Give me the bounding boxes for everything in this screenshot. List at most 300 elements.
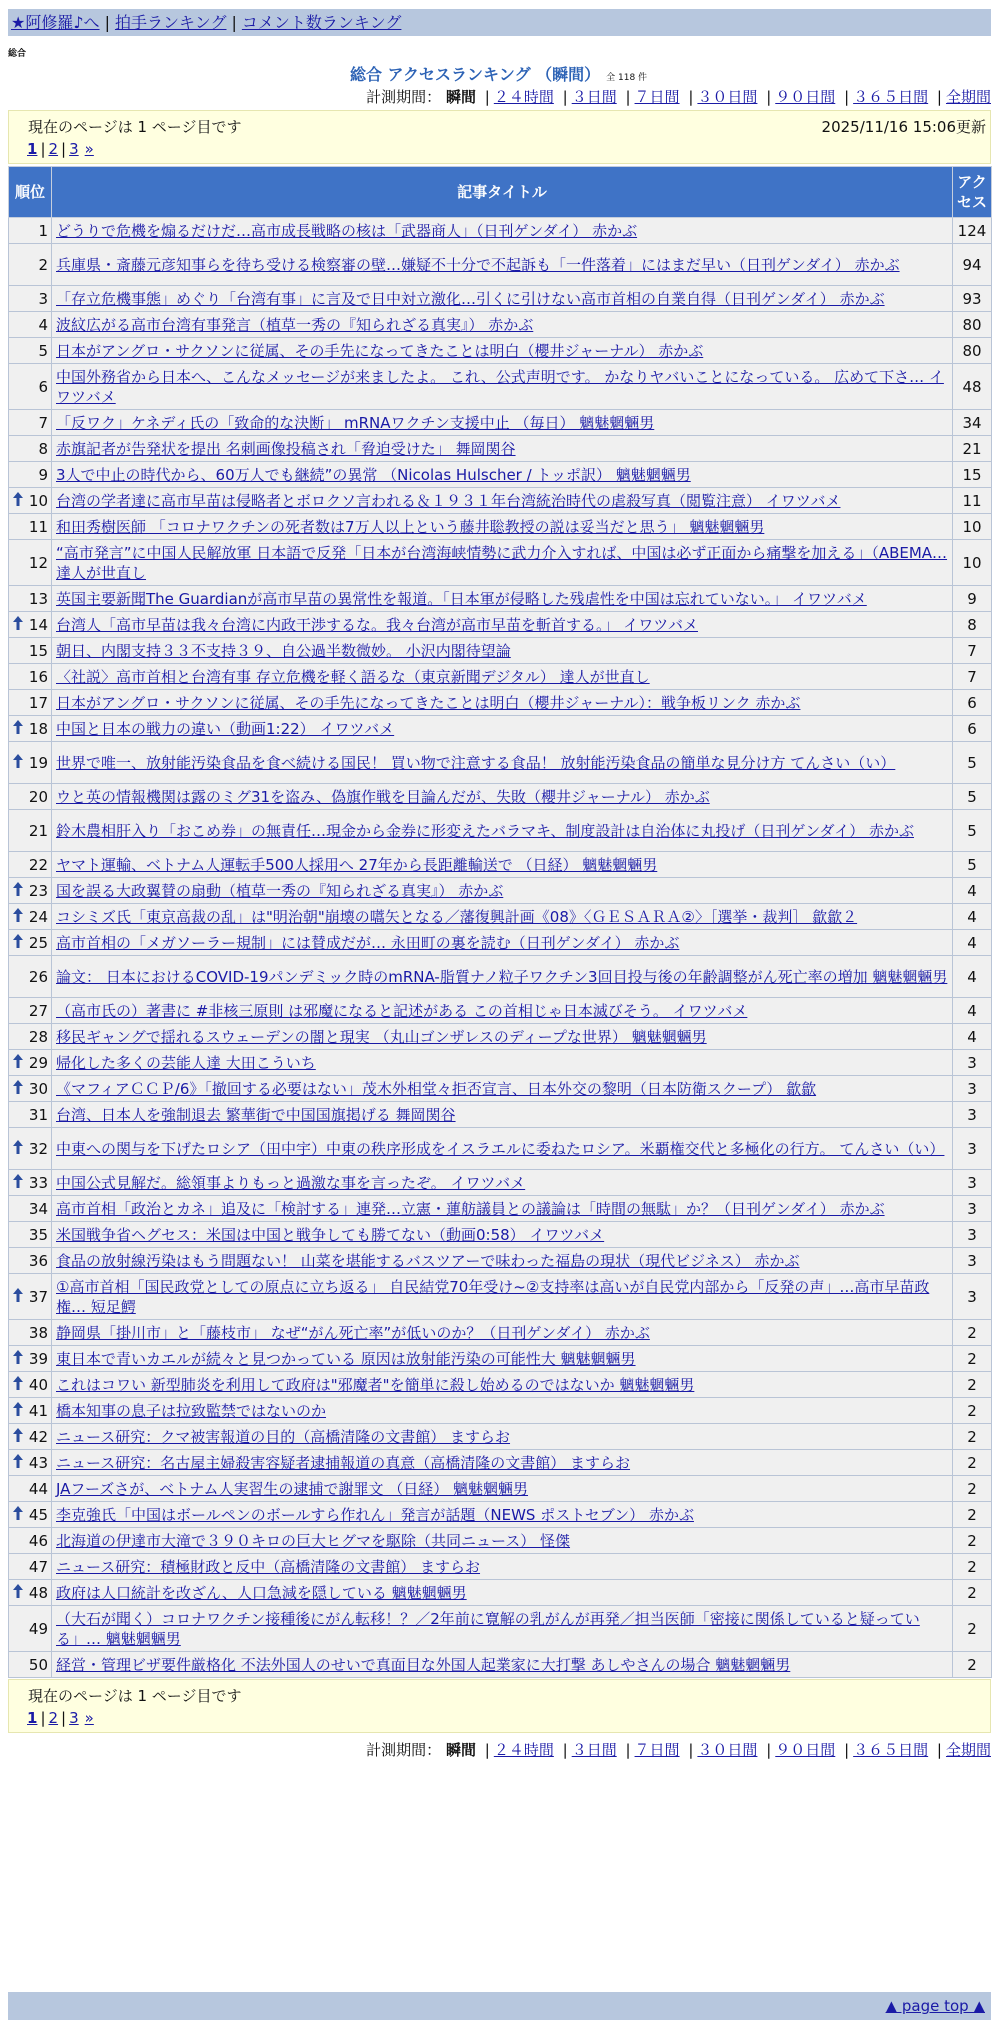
period-link-24h[interactable]: ２４時間 — [493, 1741, 554, 1759]
article-title-link[interactable]: 朝日、内閣支持３３不支持３９、自公過半数微妙。 小沢内閣待望論 — [56, 642, 511, 660]
header-rank: 順位 — [9, 167, 52, 218]
title-cell — [52, 364, 953, 410]
table-row — [9, 956, 992, 998]
rank-number: 48 — [28, 1583, 48, 1602]
rank-cell — [9, 1398, 52, 1424]
rank-number: 25 — [28, 933, 48, 952]
rank-number: 29 — [28, 1053, 48, 1072]
rank-number: 2 — [38, 255, 48, 274]
period-link-30d[interactable]: ３０日間 — [697, 1741, 758, 1759]
access-count: 6 — [953, 690, 992, 716]
rank-cell — [9, 1554, 52, 1580]
access-count: 7 — [953, 664, 992, 690]
title-cell — [52, 664, 953, 690]
table-row — [9, 878, 992, 904]
title-cell — [52, 690, 953, 716]
rank-number: 7 — [38, 413, 48, 432]
title-cell — [52, 488, 953, 514]
table-row — [9, 1128, 992, 1170]
access-count: 21 — [953, 436, 992, 462]
updated-timestamp: 2025/11/16 15:06更新 — [821, 118, 986, 136]
up-arrow-icon — [13, 882, 23, 898]
title-cell — [52, 436, 953, 462]
article-title-link[interactable]: 「存立危機事態」めぐり「台湾有事」に言及で日中対立激化…引くに引けない高市首相の自業自得（日刊ゲンダイ） 赤かぶ — [56, 290, 885, 308]
table-row — [9, 1606, 992, 1652]
rank-number: 47 — [28, 1557, 48, 1576]
rank-cell — [9, 218, 52, 244]
table-row — [9, 1320, 992, 1346]
rank-cell — [9, 1450, 52, 1476]
period-label: 計測期間： — [366, 88, 442, 106]
rank-number: 33 — [28, 1173, 48, 1192]
title-cell — [52, 1024, 953, 1050]
rank-cell — [9, 312, 52, 338]
article-title-link[interactable]: 経営・管理ビザ要件厳格化 不法外国人のせいで真面目な外国人起業家に大打撃 あしやさんの場合 魑魅魍魎男 — [56, 1656, 791, 1674]
rank-cell — [9, 1076, 52, 1102]
rank-cell — [9, 810, 52, 852]
rank-number: 42 — [28, 1427, 48, 1446]
article-title-link[interactable]: 政府は人口統計を改ざん、人口急減を隠している 魑魅魍魎男 — [56, 1584, 467, 1602]
title-cell — [52, 956, 953, 998]
article-title-link[interactable]: ニュース研究：名古屋主婦殺害容疑者逮捕報道の真意（高橋清隆の文書館） ますらお — [56, 1454, 631, 1472]
article-title-link[interactable]: 北海道の伊達市大滝で３９０キロの巨大ヒグマを駆除（共同ニュース） 怪傑 — [56, 1532, 571, 1550]
rank-cell — [9, 1024, 52, 1050]
title-cell — [52, 1652, 953, 1678]
rank-cell — [9, 514, 52, 540]
table-row — [9, 586, 992, 612]
article-title-link[interactable]: ニュース研究：積極財政と反中（高橋清隆の文書館） ますらお — [56, 1558, 481, 1576]
header-title: 記事タイトル — [52, 167, 953, 218]
access-count: 4 — [953, 956, 992, 998]
article-title-link[interactable]: 静岡県「掛川市」と「藤枝市」 なぜ“がん死亡率”が低いのか？（日刊ゲンダイ） 赤かぶ — [56, 1324, 650, 1342]
rank-number: 15 — [28, 641, 48, 660]
page-link-next[interactable]: » — [84, 140, 94, 158]
table-row — [9, 690, 992, 716]
title-cell — [52, 1398, 953, 1424]
access-count: 5 — [953, 784, 992, 810]
table-row — [9, 410, 992, 436]
rank-number: 32 — [28, 1139, 48, 1158]
table-row — [9, 1346, 992, 1372]
article-title-link[interactable]: 論文： 日本におけるCOVID-19パンデミック時のmRNA-脂質ナノ粒子ワクチン3回目投与後の年齢調整がん死亡率の増加 魑魅魍魎男 — [56, 968, 948, 986]
article-title-link[interactable]: 帰化した多くの芸能人達 大田こういち — [56, 1054, 316, 1072]
rank-number: 21 — [28, 821, 48, 840]
title-cell — [52, 1102, 953, 1128]
up-arrow-icon — [13, 492, 23, 508]
article-title-link[interactable]: 移民ギャングで揺れるスウェーデンの闇と現実 （丸山ゴンザレスのディープな世界） 魑魅魍魎男 — [56, 1028, 707, 1046]
title-cell — [52, 540, 953, 586]
access-count: 3 — [953, 1196, 992, 1222]
table-row — [9, 1476, 992, 1502]
table-row — [9, 1170, 992, 1196]
access-count: 3 — [953, 1102, 992, 1128]
rank-number: 34 — [28, 1199, 48, 1218]
article-title-link[interactable]: 東日本で青いカエルが続々と見つかっている 原因は放射能汚染の可能性大 魑魅魍魎男 — [56, 1350, 636, 1368]
table-row — [9, 514, 992, 540]
access-count: 3 — [953, 1248, 992, 1274]
rank-cell — [9, 410, 52, 436]
pagination-top: 1 | 2 | 3 » — [27, 140, 94, 158]
rank-cell — [9, 878, 52, 904]
access-count: 7 — [953, 638, 992, 664]
title-cell — [52, 612, 953, 638]
rank-cell — [9, 1222, 52, 1248]
period-link-24h[interactable]: ２４時間 — [493, 88, 554, 106]
page-link-1[interactable]: 1 — [27, 140, 38, 158]
table-row — [9, 1274, 992, 1320]
period-link-7d[interactable]: ７日間 — [634, 1741, 680, 1759]
table-row — [9, 852, 992, 878]
access-count: 2 — [953, 1320, 992, 1346]
rank-cell — [9, 1606, 52, 1652]
title-cell — [52, 904, 953, 930]
rank-cell — [9, 488, 52, 514]
article-title-link[interactable]: どうりで危機を煽るだけだ…高市成長戦略の核は「武器商人」（日刊ゲンダイ） 赤かぶ — [56, 222, 638, 240]
period-nav-bottom: 計測期間： 瞬間 | ２４時間 | ３日間 | ７日間 | ３０日間 | ９０日間 | ３６５日間 | 全期間 — [366, 1741, 991, 1759]
top-nav-bar: ★阿修羅♪へ | 拍手ランキング | コメント数ランキング — [8, 9, 991, 36]
rank-cell — [9, 244, 52, 286]
page-link-1[interactable]: 1 — [27, 1709, 38, 1727]
article-title-link[interactable]: 高市首相の「メガソーラー規制」には賛成だが… 永田町の裏を読む（日刊ゲンダイ） 赤かぶ — [56, 934, 680, 952]
rank-number: 28 — [28, 1027, 48, 1046]
access-count: 4 — [953, 904, 992, 930]
rank-cell — [9, 462, 52, 488]
title-cell — [52, 586, 953, 612]
article-title-link[interactable]: 日本がアングロ・サクソンに従属、その手先になってきたことは明白（櫻井ジャーナル）：戦争板リンク 赤かぶ — [56, 694, 801, 712]
rank-number: 14 — [28, 615, 48, 634]
title-cell — [52, 1450, 953, 1476]
page-link-3[interactable]: 3 — [69, 140, 79, 158]
article-title-link[interactable]: ①高市首相「国民政党としての原点に立ち返る」 自民結党70年受け~②支持率は高いが自民党内部から「反発の声」…高市早苗政権… 短足鰐 — [56, 1278, 930, 1316]
article-title-link[interactable]: 台湾人「高市早苗は我々台湾に内政干渉するな。我々台湾が高市早苗を斬首する。」 イワツバメ — [56, 616, 698, 634]
rank-number: 9 — [38, 465, 48, 484]
rank-number: 45 — [28, 1505, 48, 1524]
up-arrow-icon — [13, 1288, 23, 1304]
access-count: 8 — [953, 612, 992, 638]
table-row — [9, 286, 992, 312]
rank-cell — [9, 612, 52, 638]
access-count: 3 — [953, 1170, 992, 1196]
up-arrow-icon — [13, 1584, 23, 1600]
table-row — [9, 218, 992, 244]
rank-number: 6 — [38, 377, 48, 396]
title-cell — [52, 1424, 953, 1450]
access-count: 2 — [953, 1528, 992, 1554]
table-row — [9, 1398, 992, 1424]
rank-number: 8 — [38, 439, 48, 458]
rank-cell — [9, 930, 52, 956]
title-cell — [52, 338, 953, 364]
table-row — [9, 1502, 992, 1528]
access-count: 2 — [953, 1398, 992, 1424]
rank-cell — [9, 716, 52, 742]
table-row — [9, 1580, 992, 1606]
rank-cell — [9, 1248, 52, 1274]
access-count: 10 — [953, 514, 992, 540]
rank-cell — [9, 664, 52, 690]
rank-cell — [9, 638, 52, 664]
rank-number: 37 — [28, 1287, 48, 1306]
article-title-link[interactable]: 3人で中止の時代から、60万人でも継続”の異常 （Nicolas Hulscher / トッポ訳） 魑魅魍魎男 — [56, 466, 691, 484]
period-link-90d[interactable]: ９０日間 — [775, 1741, 836, 1759]
period-current: 瞬間 — [445, 88, 476, 106]
rank-number: 40 — [28, 1375, 48, 1394]
ranking-table-body — [9, 218, 992, 1678]
rank-cell — [9, 364, 52, 410]
article-title-link[interactable]: コシミズ氏「東京高裁の乱」は"明治朝"崩壊の嚆矢となる／藩復興計画《08》〈ＧＥＳＡＲＡ②〉［選挙・裁判］ 歙歙２ — [56, 908, 858, 926]
article-title-link[interactable]: これはコワい 新型肺炎を利用して政府は"邪魔者"を簡単に殺し始めるのではないか 魑魅魍魎男 — [56, 1376, 695, 1394]
access-count: 3 — [953, 1274, 992, 1320]
rank-number: 17 — [28, 693, 48, 712]
rank-cell — [9, 956, 52, 998]
access-count: 4 — [953, 1024, 992, 1050]
page-info-bottom — [8, 1679, 991, 1733]
article-title-link[interactable]: 「反ワク」ケネディ氏の「致命的な決断」 mRNAワクチン支援中止 （毎日） 魑魅魍魎男 — [56, 414, 655, 432]
rank-cell — [9, 1346, 52, 1372]
rank-cell — [9, 1170, 52, 1196]
access-count: 2 — [953, 1450, 992, 1476]
access-count: 94 — [953, 244, 992, 286]
page-link-2[interactable]: 2 — [48, 140, 59, 158]
category-label: 総合 — [8, 49, 27, 59]
table-row — [9, 1102, 992, 1128]
period-link-3d[interactable]: ３日間 — [571, 1741, 617, 1759]
rank-number: 38 — [28, 1323, 48, 1342]
access-count: 124 — [953, 218, 992, 244]
article-title-link[interactable]: 世界で唯一、放射能汚染食品を食べ続ける国民！ 買い物で注意する食品！ 放射能汚染食品の簡単な見分け方 てんさい（い） — [56, 754, 896, 772]
article-title-link[interactable]: 食品の放射線汚染はもう問題ない！ 山菜を堪能するバスツアーで味わった福島の現状（現代ビジネス） 赤かぶ — [56, 1252, 800, 1270]
title-cell — [52, 1528, 953, 1554]
access-count: 93 — [953, 286, 992, 312]
period-link-365d[interactable]: ３６５日間 — [853, 88, 929, 106]
rank-cell — [9, 1652, 52, 1678]
period-nav-top: 計測期間： 瞬間 | ２４時間 | ３日間 | ７日間 | ３０日間 | ９０日間 | ３６５日間 | 全期間 — [366, 88, 991, 106]
table-row — [9, 1076, 992, 1102]
article-title-link[interactable]: 《マフィアＣＣＰ/6》「撤回する必要はない」茂木外相堂々拒否宣言、日本外交の黎明（日本防衛スクープ） 歙歙 — [56, 1080, 817, 1098]
up-arrow-icon — [13, 1350, 23, 1366]
access-count: 9 — [953, 586, 992, 612]
title-cell — [52, 878, 953, 904]
access-count: 10 — [953, 540, 992, 586]
article-title-link[interactable]: 米国戦争省ヘグセス：米国は中国と戦争しても勝てない（動画0:58） イワツバメ — [56, 1226, 605, 1244]
rank-cell — [9, 286, 52, 312]
period-link-7d[interactable]: ７日間 — [634, 88, 680, 106]
article-title-link[interactable]: ヤマト運輸、ベトナム人運転手500人採用へ 27年から長距離輸送で （日経） 魑魅魍魎男 — [56, 856, 658, 874]
title-cell — [52, 1476, 953, 1502]
article-title-link[interactable]: 高市首相「政治とカネ」追及に「検討する」連発…立憲・蓮舫議員との議論は「時間の無駄」か？（日刊ゲンダイ） 赤かぶ — [56, 1200, 885, 1218]
article-title-link[interactable]: 日本がアングロ・サクソンに従属、その手先になってきたことは明白（櫻井ジャーナル） 赤かぶ — [56, 342, 704, 360]
title-cell — [52, 514, 953, 540]
comment-ranking-link[interactable]: コメント数ランキング — [241, 13, 402, 32]
up-arrow-icon — [13, 1140, 23, 1156]
article-title-link[interactable]: （大石が聞く）コロナワクチン接種後にがん転移！？／2年前に寛解の乳がんが再発／担当医師「密接に関係していると疑っている」… 魑魅魍魎男 — [56, 1610, 920, 1648]
page-top-link[interactable]: ▲ page top ▲ — [885, 1997, 985, 2015]
rank-number: 31 — [28, 1105, 48, 1124]
applause-ranking-link[interactable]: 拍手ランキング — [114, 13, 227, 32]
rank-number: 13 — [28, 589, 48, 608]
period-link-90d[interactable]: ９０日間 — [775, 88, 836, 106]
access-count: 4 — [953, 930, 992, 956]
table-row — [9, 364, 992, 410]
table-row — [9, 1528, 992, 1554]
table-row — [9, 436, 992, 462]
rank-cell — [9, 1476, 52, 1502]
article-title-link[interactable]: 兵庫県・斎藤元彦知事らを待ち受ける検察審の壁…嫌疑不十分で不起訴も「一件落着」にはまだ早い（日刊ゲンダイ） 赤かぶ — [56, 256, 900, 274]
period-current: 瞬間 — [445, 1741, 476, 1759]
article-title-link[interactable]: 中国と日本の戦力の違い（動画1:22） イワツバメ — [56, 720, 395, 738]
rank-number: 35 — [28, 1225, 48, 1244]
home-link[interactable]: ★阿修羅♪へ — [11, 13, 100, 32]
ranking-table — [8, 166, 992, 1678]
title-cell — [52, 1554, 953, 1580]
up-arrow-icon — [13, 934, 23, 950]
table-row — [9, 488, 992, 514]
table-row — [9, 930, 992, 956]
article-title-link[interactable]: （高市氏の）著書に #非核三原則 は邪魔になると記述がある この首相じゃ日本滅びそう。 イワツバメ — [56, 1002, 748, 1020]
rank-cell — [9, 1502, 52, 1528]
table-row — [9, 540, 992, 586]
up-arrow-icon — [13, 1506, 23, 1522]
total-count: 全 118 件 — [606, 73, 648, 83]
article-title-link[interactable]: 李克強氏「中国はボールペンのボールすら作れん」発言が話題（NEWS ポストセブン） 赤かぶ — [56, 1506, 694, 1524]
article-title-link[interactable]: ニュース研究：クマ被害報道の目的（高橋清隆の文書館） ますらお — [56, 1428, 511, 1446]
article-title-link[interactable]: 中国外務省から日本へ、こんなメッセージが来ましたよ。 これ、公式声明です。 かなりヤバいことになっている。 広めて下さ… イワツバメ — [56, 368, 944, 406]
access-count: 2 — [953, 1346, 992, 1372]
access-count: 2 — [953, 1652, 992, 1678]
title-cell — [52, 784, 953, 810]
rank-number: 23 — [28, 881, 48, 900]
rank-number: 4 — [38, 315, 48, 334]
period-link-all[interactable]: 全期間 — [945, 88, 991, 106]
up-arrow-icon — [13, 1174, 23, 1190]
table-row — [9, 1222, 992, 1248]
table-header-row — [9, 167, 992, 218]
rank-number: 19 — [28, 753, 48, 772]
access-count: 2 — [953, 1606, 992, 1652]
up-arrow-icon — [13, 1454, 23, 1470]
title-cell — [52, 930, 953, 956]
title-cell — [52, 1372, 953, 1398]
rank-number: 26 — [28, 967, 48, 986]
table-row — [9, 1248, 992, 1274]
rank-number: 3 — [38, 289, 48, 308]
article-title-link[interactable]: 橋本知事の息子は拉致監禁ではないのか — [56, 1402, 327, 1420]
pagination-bottom: 1 | 2 | 3 » — [27, 1709, 94, 1727]
title-cell — [52, 410, 953, 436]
rank-cell — [9, 904, 52, 930]
table-row — [9, 810, 992, 852]
access-count: 11 — [953, 488, 992, 514]
table-row — [9, 664, 992, 690]
article-title-link[interactable]: 中東への関与を下げたロシア（田中宇）中東の秩序形成をイスラエルに委ねたロシア。米覇権交代と多極化の行方。 てんさい（い） — [56, 1140, 945, 1158]
rank-number: 46 — [28, 1531, 48, 1550]
rank-number: 43 — [28, 1453, 48, 1472]
table-row — [9, 1652, 992, 1678]
table-row — [9, 1424, 992, 1450]
table-row — [9, 462, 992, 488]
rank-number: 20 — [28, 787, 48, 806]
article-title-link[interactable]: 和田秀樹医師 「コロナワクチンの死者数は7万人以上という藤井聡教授の説は妥当だと思う」 魑魅魍魎男 — [56, 518, 765, 536]
page-link-next[interactable]: » — [84, 1709, 94, 1727]
article-title-link[interactable]: 〈社説〉高市首相と台湾有事 存立危機を軽く語るな（東京新聞デジタル） 達人が世直し — [56, 668, 650, 686]
period-link-365d[interactable]: ３６５日間 — [853, 1741, 929, 1759]
rank-number: 30 — [28, 1079, 48, 1098]
access-count: 80 — [953, 338, 992, 364]
title-cell — [52, 1346, 953, 1372]
table-row — [9, 784, 992, 810]
article-title-link[interactable]: 赤旗記者が告発状を提出 名刺画像投稿され「脅迫受けた」 舞岡関谷 — [56, 440, 516, 458]
table-row — [9, 638, 992, 664]
article-title-link[interactable]: 台湾の学者達に高市早苗は侵略者とボロクソ言われる＆１９３１年台湾統治時代の虐殺写真（閲覧注意） イワツバメ — [56, 492, 841, 510]
title-cell — [52, 218, 953, 244]
up-arrow-icon — [13, 1428, 23, 1444]
rank-cell — [9, 586, 52, 612]
rank-cell — [9, 784, 52, 810]
title-cell — [52, 244, 953, 286]
title-cell — [52, 810, 953, 852]
access-count: 5 — [953, 742, 992, 784]
rank-cell — [9, 742, 52, 784]
article-title-link[interactable]: “高市発言”に中国人民解放軍 日本語で反発「日本が台湾海峡情勢に武力介入すれば、中国は必ず正面から痛撃を加える」（ABEMA… 達人が世直し — [56, 544, 948, 582]
table-row — [9, 338, 992, 364]
table-row — [9, 1554, 992, 1580]
rank-number: 24 — [28, 907, 48, 926]
access-count: 3 — [953, 1222, 992, 1248]
rank-number: 22 — [28, 855, 48, 874]
access-count: 2 — [953, 1554, 992, 1580]
rank-cell — [9, 1424, 52, 1450]
bottom-bar — [8, 1992, 991, 2020]
rank-cell — [9, 338, 52, 364]
rank-number: 1 — [38, 221, 48, 240]
rank-cell — [9, 1050, 52, 1076]
title-cell — [52, 1196, 953, 1222]
rank-number: 50 — [28, 1655, 48, 1674]
access-count: 48 — [953, 364, 992, 410]
title-cell — [52, 1222, 953, 1248]
period-link-3d[interactable]: ３日間 — [571, 88, 617, 106]
up-arrow-icon — [13, 720, 23, 736]
article-title-link[interactable]: JAフーズさが、ベトナム人実習生の逮捕で謝罪文 （日経） 魑魅魍魎男 — [56, 1480, 529, 1498]
table-row — [9, 1024, 992, 1050]
rank-cell — [9, 540, 52, 586]
title-cell — [52, 1128, 953, 1170]
table-row — [9, 1050, 992, 1076]
title-cell — [52, 716, 953, 742]
article-title-link[interactable]: 国を誤る大政翼賛の扇動（植草一秀の『知られざる真実』） 赤かぶ — [56, 882, 504, 900]
article-title-link[interactable]: 鈴木農相肝入り「おこめ券」の無責任…現金から金券に形変えたバラマキ、制度設計は自治体に丸投げ（日刊ゲンダイ） 赤かぶ — [56, 822, 914, 840]
page-link-2[interactable]: 2 — [48, 1709, 59, 1727]
title-cell — [52, 852, 953, 878]
article-title-link[interactable]: ウと英の情報機関は露のミグ31を盗み、偽旗作戦を目論んだが、失敗（櫻井ジャーナル） 赤かぶ — [56, 788, 710, 806]
rank-number: 18 — [28, 719, 48, 738]
period-link-30d[interactable]: ３０日間 — [697, 88, 758, 106]
rank-cell — [9, 1580, 52, 1606]
page-info-top — [8, 110, 991, 164]
access-count: 2 — [953, 1372, 992, 1398]
title-cell — [52, 1050, 953, 1076]
access-count: 4 — [953, 998, 992, 1024]
table-row — [9, 998, 992, 1024]
article-title-link[interactable]: 台湾、日本人を強制退去 繁華街で中国国旗掲げる 舞岡関谷 — [56, 1106, 456, 1124]
period-link-all[interactable]: 全期間 — [945, 1741, 991, 1759]
page-link-3[interactable]: 3 — [69, 1709, 79, 1727]
article-title-link[interactable]: 波紋広がる高市台湾有事発言（植草一秀の『知られざる真実』） 赤かぶ — [56, 316, 534, 334]
access-count: 4 — [953, 878, 992, 904]
access-count: 34 — [953, 410, 992, 436]
article-title-link[interactable]: 英国主要新聞The Guardianが高市早苗の異常性を報道。「日本軍が侵略した残虐性を中国は忘れていない。」 イワツバメ — [56, 590, 867, 608]
article-title-link[interactable]: 中国公式見解だ。総領事よりもっと過激な事を言ったぞ。 イワツバメ — [56, 1174, 526, 1192]
